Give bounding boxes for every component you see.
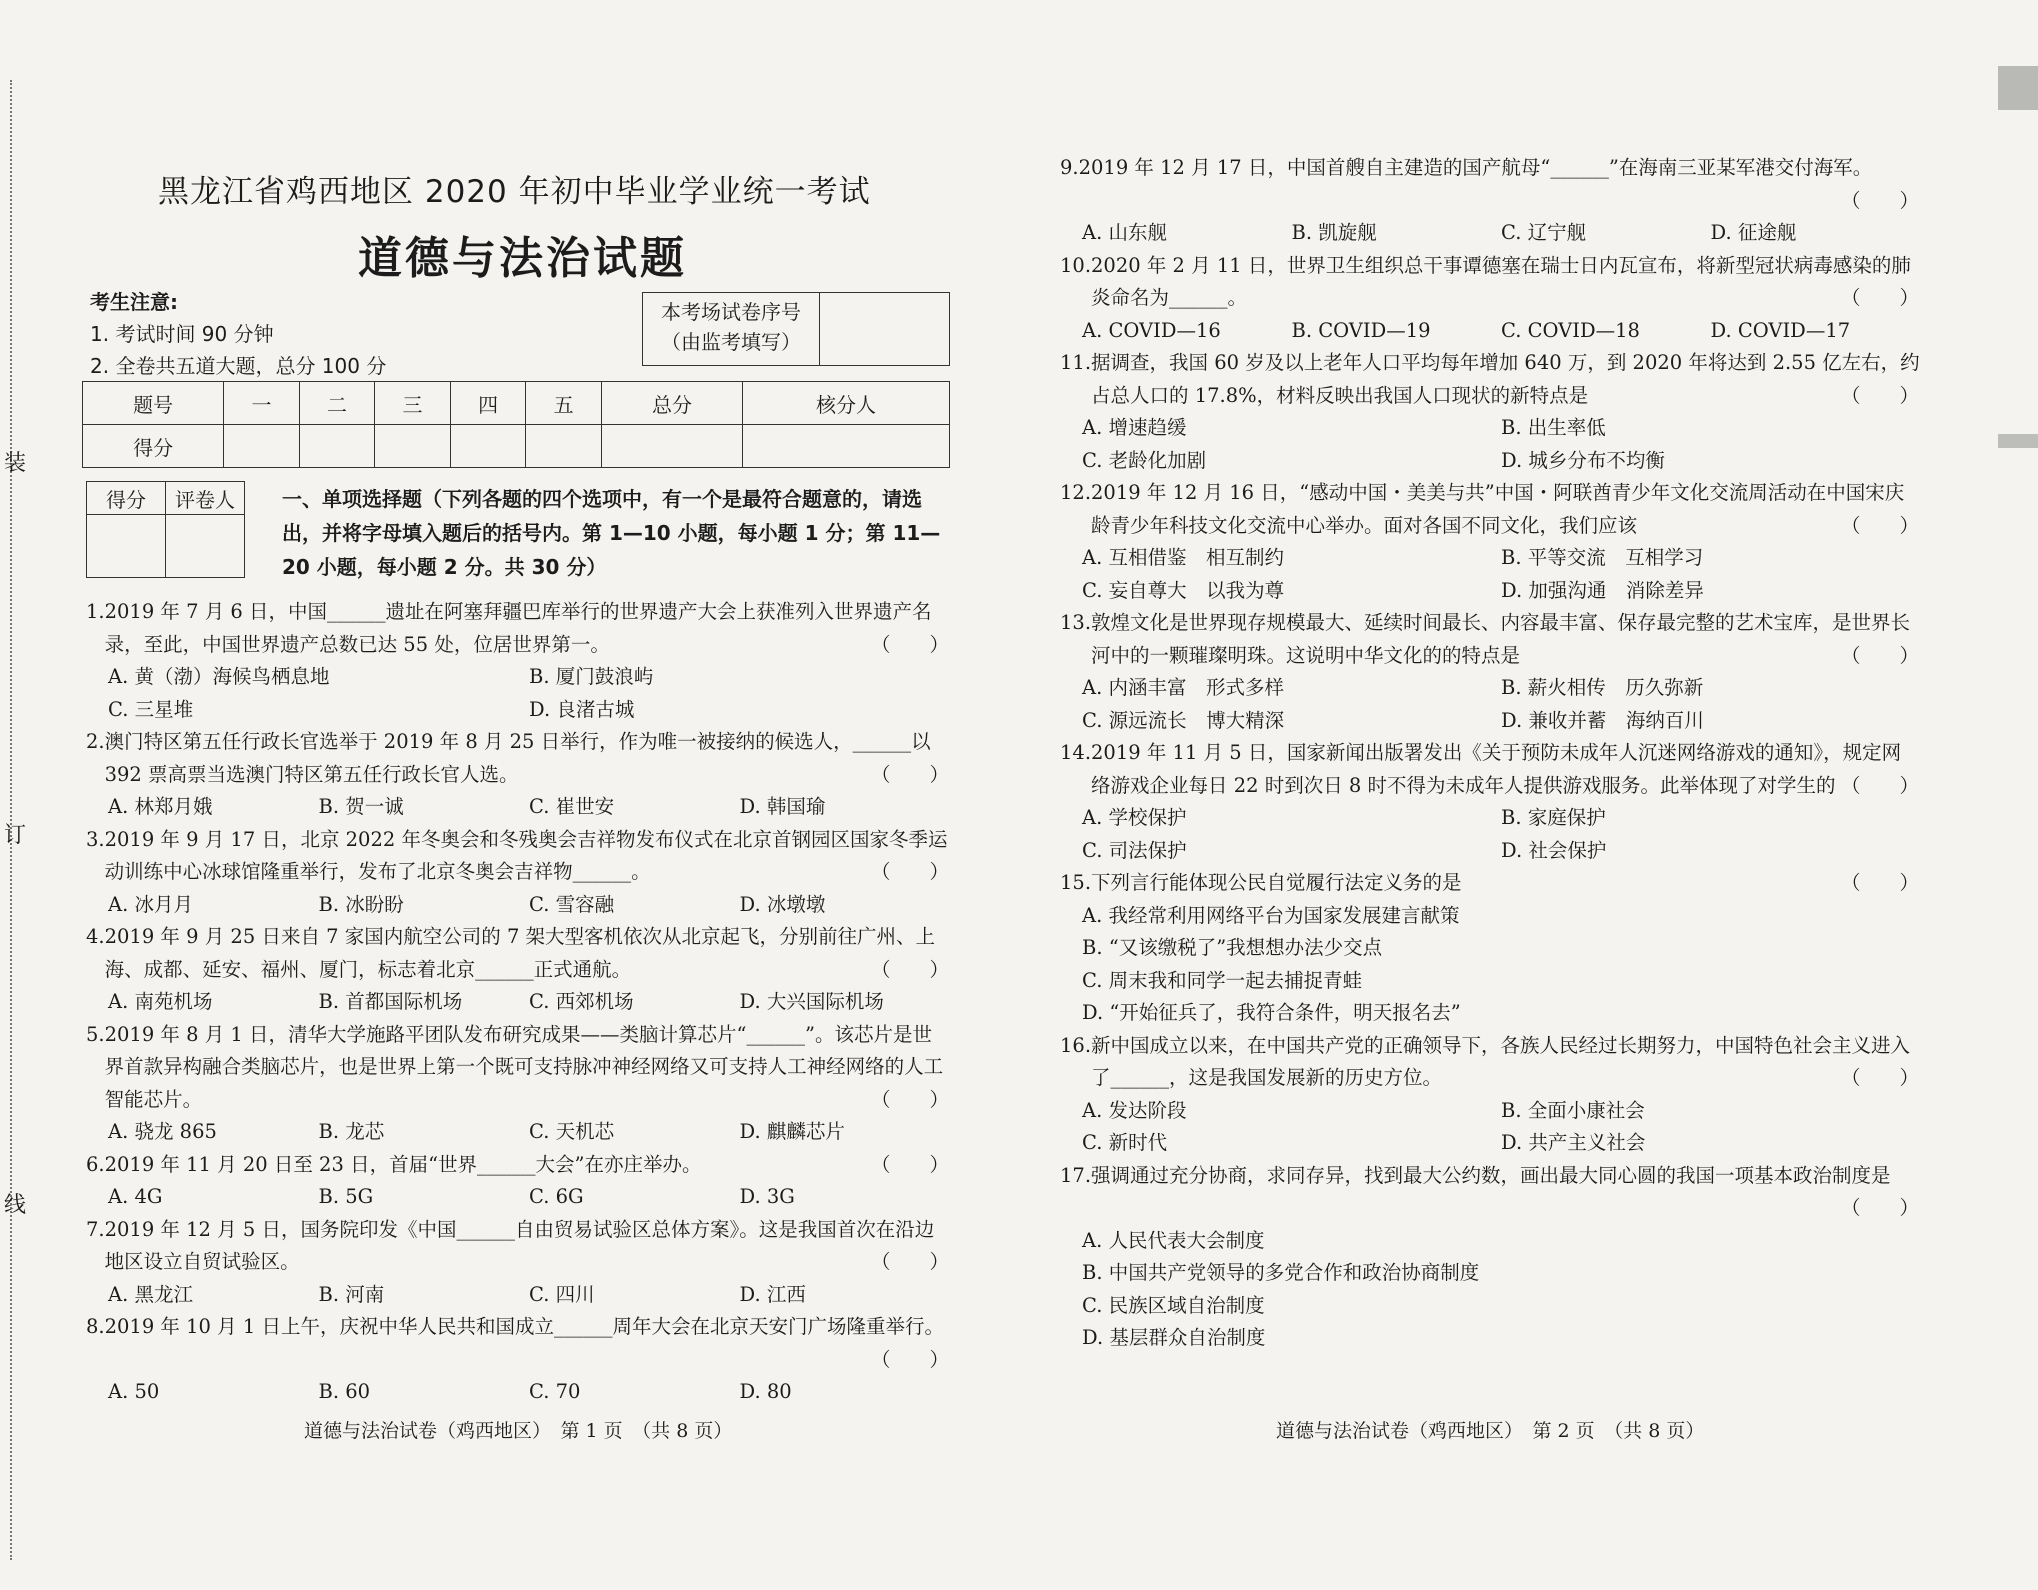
option-a: A. 我经常利用网络平台为国家发展建言献策 bbox=[1082, 903, 1460, 927]
option-list bbox=[86, 1181, 950, 1214]
answer-parenthesis[interactable]: （ ） bbox=[1840, 513, 1919, 537]
option-b: B. 河南 bbox=[318, 1282, 385, 1306]
answer-parenthesis[interactable]: （ ） bbox=[1840, 188, 1919, 212]
question-stem bbox=[1060, 1030, 1920, 1095]
question-number: 8. bbox=[86, 1315, 105, 1338]
option-d: D. 城乡分布不均衡 bbox=[1501, 448, 1665, 472]
option-d: D. 韩国瑜 bbox=[739, 795, 826, 818]
option-b: B. COVID—19 bbox=[1291, 318, 1431, 342]
option-a: A. 冰月月 bbox=[108, 892, 193, 916]
question-item bbox=[1060, 867, 1920, 1030]
edge-tab-small bbox=[1998, 434, 2038, 448]
option-d: D. 3G bbox=[739, 1185, 795, 1208]
question-text bbox=[1091, 250, 1920, 315]
option-d: D. 良渚古城 bbox=[529, 697, 635, 721]
page-footer-left: 道德与法治试卷（鸡西地区） 第 1 页 （共 8 页） bbox=[304, 1420, 733, 1442]
option-b: B. 厦门鼓浪屿 bbox=[529, 665, 654, 688]
option-b: B. “又该缴税了”我想想办法少交点 bbox=[1082, 936, 1383, 959]
question-text bbox=[1091, 347, 1920, 412]
question-text-body: 2019 年 8 月 1 日，清华大学施路平团队发布研究成果——类脑计算芯片“______”。该芯片是世界首款异构融合类脑芯片，也是世界上第一个既可支持脉冲神经网络又可支持人工神经网络的人工智能芯片。 bbox=[104, 1022, 944, 1111]
question-stem bbox=[1060, 477, 1920, 542]
option-list bbox=[1060, 1225, 1920, 1355]
question-item bbox=[86, 1214, 950, 1312]
option-b: B. 平等交流 互相学习 bbox=[1501, 546, 1704, 569]
question-number: 1. bbox=[86, 600, 105, 623]
question-item bbox=[1060, 1160, 1920, 1355]
question-text bbox=[1079, 152, 1920, 217]
question-number: 4. bbox=[86, 925, 105, 948]
question-number: 3. bbox=[86, 827, 105, 851]
question-number: 11. bbox=[1060, 351, 1092, 374]
option-a: A. 内涵丰富 形式多样 bbox=[1082, 676, 1284, 699]
question-stem bbox=[1060, 347, 1920, 412]
question-stem bbox=[86, 921, 950, 986]
question-text bbox=[105, 1019, 950, 1117]
option-list bbox=[1060, 412, 1920, 477]
option-d: D. 加强沟通 消除差异 bbox=[1501, 578, 1704, 602]
option-c: C. 源远流长 博大精深 bbox=[1082, 708, 1285, 732]
option-d: D. 冰墩墩 bbox=[739, 892, 826, 916]
answer-parenthesis[interactable]: （ ） bbox=[870, 1250, 949, 1273]
question-text-body: 2019 年 12 月 17 日，中国首艘自主建造的国产航母“______”在海南三亚某军港交付海军。 bbox=[1078, 156, 1873, 179]
edge-tab bbox=[1998, 66, 2038, 110]
option-c: C. 司法保护 bbox=[1082, 838, 1187, 862]
answer-parenthesis[interactable]: （ ） bbox=[870, 1152, 949, 1176]
question-text-body: 2020 年 2 月 11 日，世界卫生组织总干事谭德塞在瑞士日内瓦宣布，将新型冠状病毒感染的肺炎命名为______。 bbox=[1091, 253, 1911, 309]
question-text-body: 2019 年 7 月 6 日，中国______遗址在阿塞拜疆巴库举行的世界遗产大会上获准列入世界遗产名录，至此，中国世界遗产总数已达 55 处，位居世界第一。 bbox=[104, 600, 932, 656]
option-a: A. 50 bbox=[108, 1380, 160, 1403]
page-left bbox=[82, 0, 950, 1590]
question-stem bbox=[1060, 867, 1920, 900]
question-stem bbox=[86, 1214, 950, 1279]
option-d: D. 大兴国际机场 bbox=[739, 990, 884, 1013]
option-b: B. 龙芯 bbox=[318, 1120, 385, 1143]
question-text-body: 2019 年 11 月 5 日，国家新闻出版署发出《关于预防未成年人沉迷网络游戏的通知》，规定网络游戏企业每日 22 时到次日 8 时不得为未成年人提供游戏服务。此举体现了对学生的 bbox=[1091, 741, 1902, 797]
option-d: D. “开始征兵了，我符合条件，明天报名去” bbox=[1082, 1001, 1461, 1024]
question-text-body: 2019 年 9 月 25 日来自 7 家国内航空公司的 7 架大型客机依次从北京起飞，分别前往广州、上海、成都、延安、福州、厦门，标志着北京______正式通航。 bbox=[104, 925, 936, 981]
section-instructions: 一、单项选择题（下列各题的四个选项中，有一个是最符合题意的，请选出，并将字母填入题后的括号内。第 1—10 小题，每小题 1 分；第 11—20 小题，每小题 2 分。共 30 分） bbox=[282, 487, 941, 579]
question-text bbox=[105, 921, 950, 986]
question-stem bbox=[1060, 607, 1920, 672]
option-a: A. 南苑机场 bbox=[108, 990, 213, 1013]
option-c: C. 天机芯 bbox=[529, 1120, 615, 1143]
question-text-body: 敦煌文化是世界现存规模最大、延续时间最长、内容最丰富、保存最完整的艺术宝库，是世界长河中的一颗璀璨明珠。这说明中华文化的的特点是 bbox=[1091, 611, 1911, 667]
question-number: 6. bbox=[86, 1152, 105, 1176]
option-b: B. 家庭保护 bbox=[1501, 806, 1606, 829]
question-item bbox=[86, 824, 950, 922]
notice-heading: 考生注意: bbox=[90, 290, 178, 314]
option-list bbox=[1060, 542, 1920, 607]
option-list bbox=[86, 1376, 950, 1409]
seat-number-box bbox=[642, 292, 950, 366]
question-text-body: 澳门特区第五任行政长官选举于 2019 年 8 月 25 日举行，作为唯一被接纳的候选人，______以 392 票高票当选澳门特区第五任行政长官人选。 bbox=[104, 730, 931, 786]
option-c: C. 6G bbox=[529, 1185, 584, 1208]
exam-subtitle: 道德与法治试题 bbox=[358, 233, 687, 284]
question-text-body: 强调通过充分协商，求同存异，找到最大公约数，画出最大同心圆的我国一项基本政治制度是 bbox=[1091, 1163, 1891, 1187]
option-list bbox=[1060, 900, 1920, 1030]
option-b: B. 冰盼盼 bbox=[318, 892, 404, 916]
option-c: C. 民族区域自治制度 bbox=[1082, 1293, 1265, 1317]
option-d: D. 兼收并蓄 海纳百川 bbox=[1501, 708, 1704, 732]
option-b: B. 贺一诚 bbox=[318, 795, 404, 818]
question-text bbox=[105, 596, 950, 661]
answer-parenthesis[interactable]: （ ） bbox=[1840, 383, 1919, 407]
question-item bbox=[1060, 347, 1920, 477]
option-a: A. COVID—16 bbox=[1082, 318, 1221, 342]
question-stem bbox=[86, 726, 950, 791]
question-number: 10. bbox=[1060, 253, 1092, 277]
question-text bbox=[105, 824, 950, 889]
question-text-body: 下列言行能体现公民自觉履行法定义务的是 bbox=[1091, 871, 1462, 894]
option-a: A. 山东舰 bbox=[1082, 221, 1167, 244]
option-c: C. 三星堆 bbox=[108, 697, 194, 721]
question-text bbox=[1091, 737, 1920, 802]
notice-item-1: 1. 考试时间 90 分钟 bbox=[90, 322, 274, 346]
question-item bbox=[1060, 1030, 1920, 1160]
question-item bbox=[1060, 250, 1920, 348]
option-c: C. 崔世安 bbox=[529, 795, 615, 818]
answer-parenthesis[interactable]: （ ） bbox=[870, 957, 949, 981]
question-stem bbox=[86, 1311, 950, 1376]
answer-parenthesis[interactable]: （ ） bbox=[1840, 1066, 1919, 1089]
answer-parenthesis[interactable]: （ ） bbox=[1840, 871, 1919, 894]
question-text bbox=[105, 726, 950, 791]
option-a: A. 发达阶段 bbox=[1082, 1098, 1187, 1122]
binding-mark-xian: 线 bbox=[4, 1193, 27, 1218]
question-text bbox=[1091, 1160, 1920, 1225]
answer-parenthesis[interactable]: （ ） bbox=[870, 632, 949, 656]
option-a: A. 林郑月娥 bbox=[108, 795, 213, 818]
notice-item-2: 2. 全卷共五道大题，总分 100 分 bbox=[90, 354, 387, 378]
option-c: C. 新时代 bbox=[1082, 1131, 1168, 1154]
option-b: B. 全面小康社会 bbox=[1501, 1098, 1645, 1122]
question-list-left bbox=[86, 596, 950, 1409]
option-c: C. 70 bbox=[529, 1380, 581, 1403]
option-d: D. 江西 bbox=[739, 1282, 806, 1306]
option-b: B. 薪火相传 历久弥新 bbox=[1501, 676, 1704, 699]
option-b: B. 首都国际机场 bbox=[318, 990, 463, 1013]
answer-parenthesis[interactable]: （ ） bbox=[870, 1087, 949, 1111]
question-number: 9. bbox=[1060, 156, 1079, 179]
question-number: 14. bbox=[1060, 741, 1092, 764]
option-list bbox=[86, 1279, 950, 1312]
option-b: B. 凯旋舰 bbox=[1291, 221, 1377, 244]
question-list-right bbox=[1060, 152, 1920, 1355]
question-text-body: 2019 年 12 月 16 日，“感动中国・美美与共”中国・阿联酋青少年文化交流周活动在中国宋庆龄青少年科技文化交流中心举办。面对各国不同文化，我们应该 bbox=[1091, 481, 1905, 537]
question-text bbox=[1091, 1030, 1920, 1095]
binding-mark-ding: 订 bbox=[4, 823, 27, 848]
question-item bbox=[1060, 607, 1920, 737]
option-a: A. 增速趋缓 bbox=[1082, 416, 1187, 439]
question-item bbox=[86, 726, 950, 824]
question-stem bbox=[86, 1019, 950, 1117]
question-text bbox=[1091, 607, 1920, 672]
answer-parenthesis[interactable]: （ ） bbox=[870, 860, 949, 883]
question-item bbox=[86, 921, 950, 1019]
option-a: A. 黑龙江 bbox=[108, 1282, 193, 1306]
question-item bbox=[1060, 477, 1920, 607]
option-d: D. 社会保护 bbox=[1501, 838, 1607, 862]
option-list bbox=[86, 791, 950, 824]
question-text-body: 2019 年 12 月 5 日，国务院印发《中国______自由贸易试验区总体方案》。这是我国首次在沿边地区设立自贸试验区。 bbox=[104, 1217, 935, 1273]
option-list bbox=[1060, 1095, 1920, 1160]
question-stem bbox=[1060, 250, 1920, 315]
option-b: B. 出生率低 bbox=[1501, 416, 1606, 439]
option-list bbox=[1060, 315, 1920, 348]
question-text bbox=[1091, 477, 1920, 542]
option-a: A. 4G bbox=[108, 1185, 163, 1208]
question-item bbox=[86, 1149, 950, 1214]
score-table-header: 题号 一 二 三 四 五 总分 核分人 bbox=[83, 382, 950, 425]
answer-parenthesis[interactable]: （ ） bbox=[1840, 773, 1919, 797]
question-text bbox=[105, 1214, 950, 1279]
answer-parenthesis[interactable]: （ ） bbox=[1840, 286, 1919, 309]
question-number: 13. bbox=[1060, 611, 1092, 634]
question-text bbox=[105, 1149, 950, 1182]
question-item bbox=[86, 1311, 950, 1409]
question-number: 5. bbox=[86, 1022, 105, 1046]
option-d: D. COVID—17 bbox=[1710, 318, 1851, 342]
answer-parenthesis[interactable]: （ ） bbox=[1840, 643, 1919, 667]
question-text bbox=[1091, 867, 1920, 900]
score-table-row: 得分 bbox=[83, 425, 950, 468]
option-a: A. 骁龙 865 bbox=[108, 1120, 217, 1143]
answer-parenthesis[interactable]: （ ） bbox=[870, 762, 949, 786]
option-d: D. 麒麟芯片 bbox=[739, 1120, 845, 1143]
option-a: A. 互相借鉴 相互制约 bbox=[1082, 546, 1284, 569]
answer-parenthesis[interactable]: （ ） bbox=[870, 1347, 949, 1371]
question-text-body: 2019 年 10 月 1 日上午，庆祝中华人民共和国成立______周年大会在北京天安门广场隆重举行。 bbox=[104, 1315, 944, 1338]
question-item bbox=[86, 1019, 950, 1149]
question-stem bbox=[86, 1149, 950, 1182]
option-list bbox=[1060, 802, 1920, 867]
question-item bbox=[1060, 737, 1920, 867]
question-text bbox=[105, 1311, 950, 1376]
question-stem bbox=[1060, 152, 1920, 217]
score-table bbox=[82, 381, 950, 468]
question-item bbox=[86, 596, 950, 726]
option-a: A. 学校保护 bbox=[1082, 806, 1187, 829]
option-list bbox=[86, 986, 950, 1019]
question-stem bbox=[86, 824, 950, 889]
question-stem bbox=[86, 596, 950, 661]
question-number: 15. bbox=[1060, 871, 1092, 894]
answer-parenthesis[interactable]: （ ） bbox=[1840, 1196, 1919, 1219]
option-list bbox=[1060, 217, 1920, 250]
option-c: C. 周末我和同学一起去捕捉青蛙 bbox=[1082, 968, 1363, 992]
grader-table: 得分 评卷人 bbox=[86, 481, 245, 578]
option-b: B. 5G bbox=[318, 1185, 374, 1208]
option-c: C. 西郊机场 bbox=[529, 990, 634, 1013]
option-c: C. 妄自尊大 以我为尊 bbox=[1082, 578, 1285, 602]
question-stem bbox=[1060, 1160, 1920, 1225]
option-d: D. 征途舰 bbox=[1710, 221, 1797, 244]
option-list bbox=[86, 661, 950, 726]
page-right bbox=[1060, 0, 1920, 1590]
option-d: D. 80 bbox=[739, 1380, 792, 1403]
option-c: C. 老龄化加剧 bbox=[1082, 448, 1207, 472]
option-c: C. 雪容融 bbox=[529, 892, 615, 916]
option-d: D. 共产主义社会 bbox=[1501, 1131, 1646, 1154]
option-a: A. 人民代表大会制度 bbox=[1082, 1228, 1265, 1252]
question-stem bbox=[1060, 737, 1920, 802]
question-text-body: 据调查，我国 60 岁及以上老年人口平均每年增加 640 万，到 2020 年将达到 2.55 亿左右，约占总人口的 17.8%，材料反映出我国人口现状的新特点是 bbox=[1091, 351, 1920, 407]
question-number: 7. bbox=[86, 1217, 105, 1241]
question-number: 12. bbox=[1060, 481, 1092, 504]
question-item bbox=[1060, 152, 1920, 250]
question-number: 16. bbox=[1060, 1033, 1092, 1057]
option-a: A. 黄（渤）海候鸟栖息地 bbox=[108, 665, 330, 688]
question-text-body: 2019 年 11 月 20 日至 23 日，首届“世界______大会”在亦庄举办。 bbox=[104, 1152, 702, 1176]
option-c: C. 辽宁舰 bbox=[1501, 221, 1587, 244]
question-text-body: 2019 年 9 月 17 日，北京 2022 年冬奥会和冬残奥会吉祥物发布仪式在北京首钢园区国家冬季运动训练中心冰球馆隆重举行，发布了北京冬奥会吉祥物______。 bbox=[104, 827, 948, 883]
option-c: C. COVID—18 bbox=[1501, 318, 1640, 342]
option-d: D. 基层群众自治制度 bbox=[1082, 1326, 1266, 1349]
option-list bbox=[86, 889, 950, 922]
question-number: 17. bbox=[1060, 1163, 1092, 1187]
option-list bbox=[1060, 672, 1920, 737]
option-b: B. 中国共产党领导的多党合作和政治协商制度 bbox=[1082, 1261, 1480, 1284]
exam-title: 黑龙江省鸡西地区 2020 年初中毕业学业统一考试 bbox=[158, 174, 871, 210]
seat-number-blank[interactable] bbox=[820, 293, 949, 365]
page-footer-right: 道德与法治试卷（鸡西地区） 第 2 页 （共 8 页） bbox=[1276, 1420, 1705, 1442]
option-b: B. 60 bbox=[318, 1380, 371, 1403]
question-number: 2. bbox=[86, 730, 105, 753]
binding-mark-zhuang: 装 bbox=[4, 451, 27, 476]
option-c: C. 四川 bbox=[529, 1282, 595, 1306]
seat-number-label: 本考场试卷序号 （由监考填写） bbox=[643, 293, 820, 365]
question-text-body: 新中国成立以来，在中国共产党的正确领导下，各族人民经过长期努力，中国特色社会主义进入了______，这是我国发展新的历史方位。 bbox=[1091, 1033, 1911, 1089]
option-list bbox=[86, 1116, 950, 1149]
